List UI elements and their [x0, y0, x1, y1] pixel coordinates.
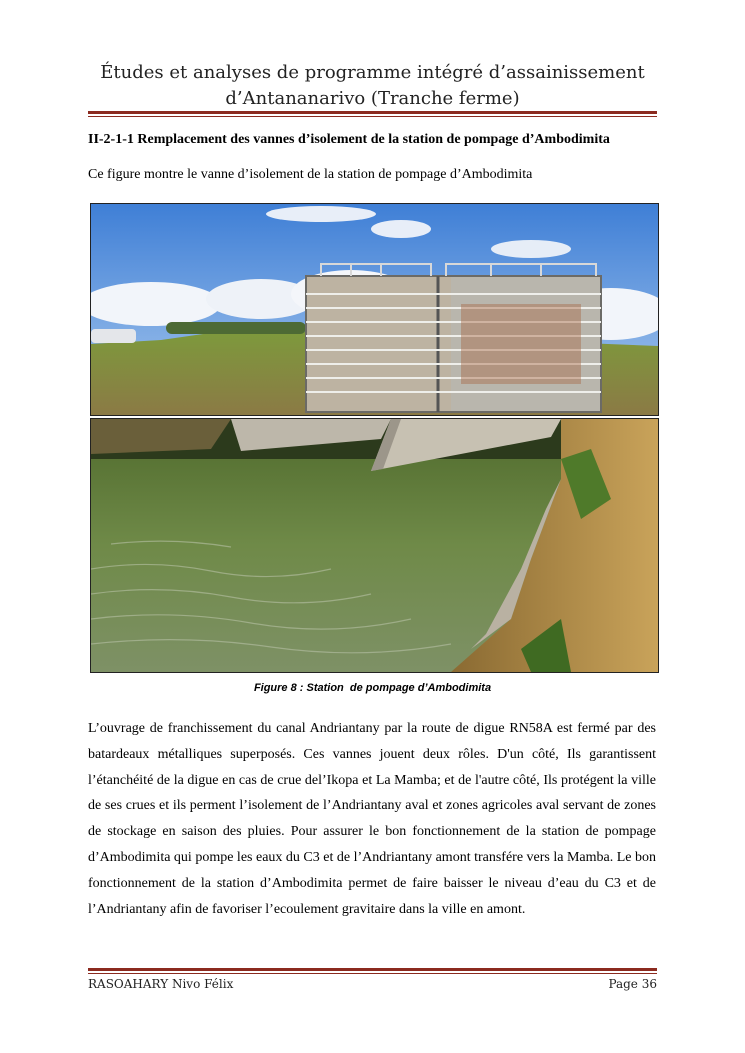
body-paragraph: L’ouvrage de franchissement du canal Andriantany par la route de digue RN58A est fermé par des batardeaux métalliques superposés. Ces vannes jouent deux rôles. D'un côté, Ils garantissent l’étanchéité de la digue en cas de crue del’Ikopa et La Mamba; et de l'autre côté, Ils protégent la ville de ses crues et ils perment l’isolement de l’Andriantany aval et zones agricoles aval servant de zones de stockage en saison des pluies. Pour assurer le bon fonctionnement de la station de pompage d’Ambodimita qui pompe les eaux du C3 et de l’Andriantany amont transfére vers la Mamba. Le bon fonctionnement de la station d’Ambodimita permet de faire baisser le niveau d’eau du C3 et de l’Andriantany afin de favoriser l’ecoulement gravitaire dans la ville en amont.	[88, 721, 657, 917]
section-heading: II-2-1-1 Remplacement des vannes d’isolement de la station de pompage d’Ambodimita	[88, 132, 610, 147]
figure-caption: Figure 8 : Station de pompage d’Ambodimita	[253, 682, 492, 694]
intro-text: Ce figure montre le vanne d’isolement de la station de pompage d’Ambodimita	[88, 167, 533, 182]
footer-rule-thick	[88, 968, 657, 971]
bottom-photo	[90, 418, 659, 673]
header-rule-thin	[88, 116, 657, 117]
footer-page-number: Page 36	[608, 977, 657, 991]
page-header-title: Études et analyses de programme intégré d’assainissement d’Antananarivo (Tranche ferme)	[100, 62, 645, 109]
footer-author: RASOAHARY Nivo Félix	[88, 977, 234, 991]
header-rule-thick	[88, 111, 657, 114]
footer-rule-thin	[88, 973, 657, 974]
top-photo	[90, 203, 659, 416]
